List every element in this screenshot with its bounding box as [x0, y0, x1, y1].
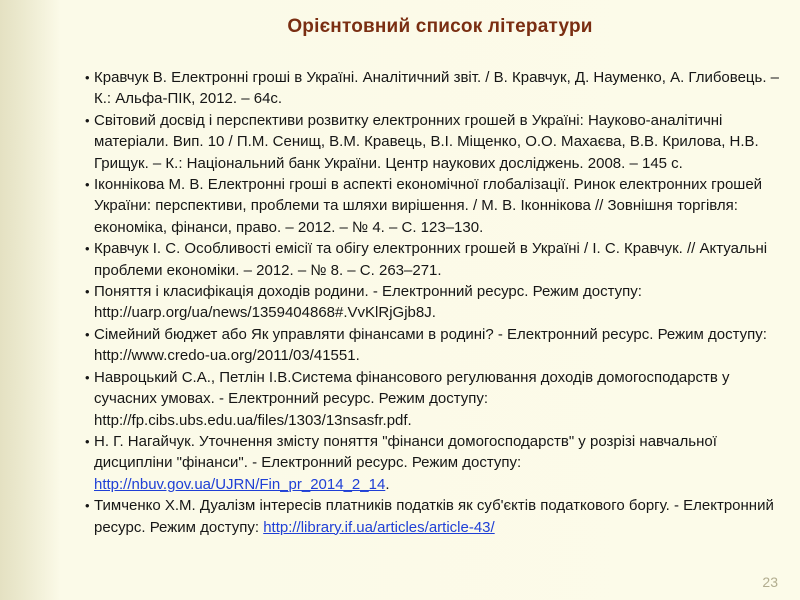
reference-text: Кравчук І. С. Особливості емісії та обігу електронних грошей в Україні / І. С. Кравчук. // Актуальні проблеми економіки. – 2012. – № 8. – С. 263–271. [94, 240, 768, 279]
reference-item [86, 281, 780, 324]
slide-edge-shade [0, 0, 60, 600]
reference-link[interactable]: http://library.if.ua/articles/article-43/ [263, 518, 495, 536]
reference-text: Іконнікова М. В. Електронні гроші в аспекті економічної глобалізації. Ринок електронних грошей України: перспективи, проблеми та шляхи вирішення. / М. В. Іконнікова // Зовнішня торгівля: економіка, фінанси, право. – 2012. – № 4. – С. 123–130. [94, 176, 763, 236]
reference-item [86, 110, 780, 174]
reference-text: Н. Г. Нагайчук. Уточнення змісту поняття "фінанси домогосподарств" у розрізі навчальної дисципліни "фінанси". - Електронний ресурс. Режим доступу: [94, 432, 717, 472]
reference-item [86, 324, 780, 367]
reference-text: Поняття і класифікація доходів родини. - Електронний ресурс. Режим доступу: http://uarp.org/ua/news/1359404868#.VvKlRjGjb8J. [94, 283, 642, 322]
reference-item [86, 238, 780, 281]
reference-item [86, 174, 780, 238]
reference-item [86, 495, 780, 538]
reference-item [86, 67, 780, 110]
reference-text: Тимченко Х.М. Дуалізм інтересів платників податків як суб'єктів податкового боргу. - Електронний ресурс. Режим доступу: [94, 497, 774, 536]
page-number: 23 [762, 574, 778, 590]
reference-item [86, 367, 780, 431]
reference-list [86, 67, 780, 538]
reference-text: Світовий досвід і перспективи розвитку електронних грошей в Україні: Науково-аналітичні матеріали. Вип. 10 / П.М. Сенищ, В.М. Кравець, В.І. Міщенко, О.О. Махаєва, В.В. Крилова, Н.В. Грищук. – К.: Національний банк України. Центр наукових досліджень. 2008. – 145 с. [94, 111, 759, 172]
slide-title: Орієнтовний список літератури [287, 16, 593, 37]
reference-text: Навроцький С.А., Петлін І.В.Система фінансового регулювання доходів домогосподарств у сучасних умовах. - Електронний ресурс. Режим доступу: http://fp.cibs.ubs.edu.ua/files/1303/13nsasfr.pdf. [94, 368, 730, 429]
reference-link[interactable]: http://nbuv.gov.ua/UJRN/Fin_pr_2014_2_14 [94, 475, 386, 493]
reference-text: Кравчук В. Електронні гроші в Україні. Аналітичний звіт. / В. Кравчук, Д. Науменко, А. Глибовець. – К.: Альфа-ПІК, 2012. – 64с. [94, 69, 780, 108]
reference-tail: . [385, 475, 390, 493]
reference-item [86, 431, 780, 495]
reference-text: Сімейний бюджет або Як управляти фінансами в родині? - Електронний ресурс. Режим доступу: http://www.credo-ua.org/2011/03/41551. [94, 325, 767, 365]
